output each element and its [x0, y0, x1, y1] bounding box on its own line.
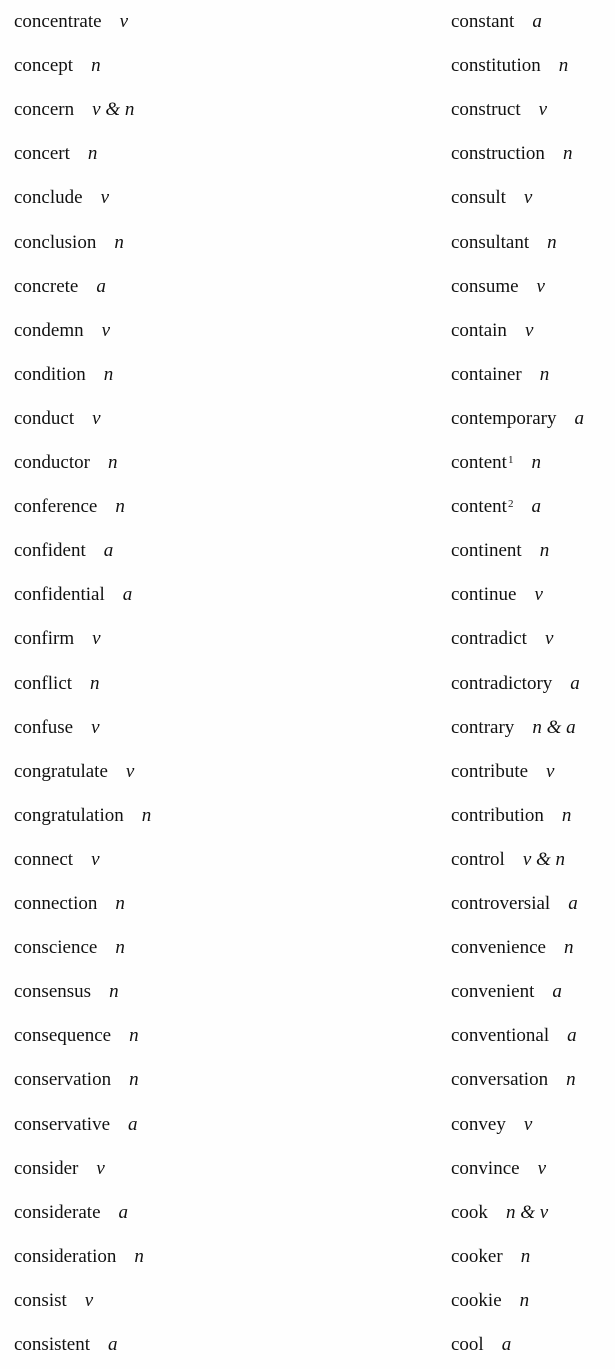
- headword: consist: [14, 1289, 67, 1311]
- headword: cook: [451, 1201, 488, 1223]
- word-entry: [14, 759, 134, 785]
- word-entry: [14, 1332, 118, 1358]
- part-of-speech: a: [574, 407, 585, 429]
- part-of-speech: v: [119, 11, 128, 32]
- headword: concrete: [14, 275, 79, 297]
- headword: conservative: [14, 1113, 111, 1135]
- word-entry: [14, 1112, 138, 1138]
- part-of-speech: v: [524, 319, 534, 341]
- headword: conservation: [14, 1069, 112, 1091]
- word-entry: [451, 1244, 530, 1270]
- word-entry: [451, 891, 578, 917]
- headword: convenient: [451, 981, 535, 1003]
- part-of-speech: n: [90, 672, 100, 694]
- headword: content: [451, 452, 507, 473]
- word-entry: [451, 494, 541, 520]
- word-entry: [14, 9, 128, 35]
- part-of-speech: a: [118, 1201, 129, 1223]
- headword: construct: [451, 99, 521, 121]
- headword: constant: [451, 11, 515, 32]
- part-of-speech: n: [107, 452, 118, 473]
- part-of-speech: n: [129, 1069, 139, 1091]
- headword: confuse: [14, 716, 74, 738]
- part-of-speech: a: [552, 981, 562, 1003]
- headword: condemn: [14, 319, 84, 341]
- word-entry: [14, 97, 134, 123]
- part-of-speech: a: [532, 11, 542, 32]
- word-entry: [14, 891, 125, 917]
- word-entry: [451, 1156, 546, 1182]
- word-entry: [14, 715, 100, 741]
- part-of-speech: a: [567, 1025, 577, 1047]
- part-of-speech: v: [92, 628, 101, 650]
- word-entry: [451, 1332, 511, 1358]
- part-of-speech: n: [134, 1245, 144, 1267]
- word-entry: [451, 1067, 576, 1093]
- word-entry: [14, 935, 125, 961]
- word-entry: [451, 1023, 577, 1049]
- word-entry: [14, 803, 151, 829]
- word-entry: [451, 318, 533, 344]
- word-entry: [451, 935, 573, 961]
- part-of-speech: v: [544, 628, 554, 650]
- part-of-speech: v: [534, 584, 543, 606]
- headword: conflict: [14, 672, 73, 694]
- word-entry: [451, 53, 568, 79]
- part-of-speech: n: [87, 143, 98, 165]
- word-entry: [451, 538, 549, 564]
- headword: conventional: [451, 1025, 550, 1047]
- word-entry: [14, 230, 124, 256]
- word-entry: [451, 1288, 529, 1314]
- word-entry: [451, 274, 545, 300]
- headword: contain: [451, 319, 507, 341]
- part-of-speech: v: [523, 187, 533, 209]
- word-entry: [451, 185, 532, 211]
- part-of-speech: n: [520, 1245, 531, 1267]
- part-of-speech: n: [129, 1025, 139, 1047]
- word-entry: [14, 979, 119, 1005]
- word-entry: [14, 626, 101, 652]
- headword: concern: [14, 99, 75, 121]
- headword: cool: [451, 1334, 484, 1355]
- headword: conduct: [14, 407, 75, 429]
- part-of-speech: n: [103, 363, 114, 385]
- headword: cooker: [451, 1245, 503, 1267]
- word-entry: [451, 97, 547, 123]
- headword: confident: [14, 540, 86, 562]
- part-of-speech: n & v: [505, 1201, 549, 1223]
- headword: continue: [451, 584, 517, 606]
- part-of-speech: n: [539, 540, 550, 562]
- headword: container: [451, 363, 522, 385]
- part-of-speech: n & a: [532, 716, 576, 738]
- part-of-speech: n: [141, 804, 152, 826]
- part-of-speech: a: [531, 496, 541, 518]
- part-of-speech: n: [539, 363, 550, 385]
- headword: consultant: [451, 231, 530, 253]
- headword: contemporary: [451, 407, 557, 429]
- word-entry: [451, 803, 571, 829]
- part-of-speech: v: [125, 760, 135, 782]
- word-entry: [14, 1288, 93, 1314]
- word-entry: [14, 318, 110, 344]
- word-entry: [14, 362, 113, 388]
- headword: conclusion: [14, 231, 97, 253]
- headword: content: [451, 496, 507, 518]
- headword: constitution: [451, 55, 541, 77]
- headword: convenience: [451, 937, 546, 959]
- part-of-speech: a: [122, 584, 133, 606]
- word-entry: [451, 715, 576, 741]
- headword: conversation: [451, 1069, 549, 1091]
- part-of-speech: n: [115, 937, 125, 959]
- headword: condition: [14, 363, 86, 385]
- headword: consult: [451, 187, 506, 209]
- headword: contrary: [451, 716, 515, 738]
- part-of-speech: v: [91, 716, 100, 738]
- part-of-speech: n: [531, 452, 541, 473]
- headword: contribution: [451, 804, 544, 826]
- part-of-speech: v: [100, 187, 110, 209]
- part-of-speech: a: [568, 893, 578, 914]
- word-entry: [451, 979, 562, 1005]
- word-entry: [14, 1244, 144, 1270]
- part-of-speech: v: [91, 848, 100, 870]
- part-of-speech: a: [128, 1113, 138, 1135]
- part-of-speech: n: [109, 981, 119, 1003]
- part-of-speech: n: [561, 804, 572, 826]
- part-of-speech: n: [114, 231, 124, 253]
- word-entry: [14, 538, 113, 564]
- headword: continent: [451, 540, 522, 562]
- headword: conductor: [14, 452, 90, 473]
- headword: consequence: [14, 1025, 112, 1047]
- homograph-number: 2: [507, 498, 514, 511]
- part-of-speech: v: [537, 1157, 547, 1179]
- headword: congratulate: [14, 760, 108, 782]
- headword: conclude: [14, 187, 83, 209]
- headword: contribute: [451, 760, 529, 782]
- part-of-speech: n: [91, 55, 101, 77]
- part-of-speech: n: [547, 231, 557, 253]
- word-entry: [451, 626, 553, 652]
- part-of-speech: a: [96, 275, 106, 297]
- headword: convince: [451, 1157, 520, 1179]
- part-of-speech: a: [103, 540, 114, 562]
- word-entry: [451, 759, 554, 785]
- headword: consensus: [14, 981, 92, 1003]
- headword: consume: [451, 275, 519, 297]
- word-entry: [14, 185, 109, 211]
- headword: conference: [14, 496, 98, 518]
- word-entry: [451, 406, 584, 432]
- part-of-speech: n: [563, 937, 574, 959]
- word-entry: [14, 582, 132, 608]
- word-entry: [14, 450, 117, 476]
- part-of-speech: v & n: [92, 99, 135, 121]
- headword: control: [451, 848, 505, 870]
- word-entry: [14, 494, 125, 520]
- part-of-speech: v: [538, 99, 548, 121]
- headword: convey: [451, 1113, 506, 1135]
- word-entry: [451, 671, 580, 697]
- part-of-speech: n: [558, 55, 569, 77]
- word-entry: [14, 1200, 128, 1226]
- word-entry: [14, 141, 97, 167]
- word-entry: [451, 9, 542, 35]
- part-of-speech: a: [108, 1334, 118, 1355]
- headword: consideration: [14, 1245, 117, 1267]
- word-entry: [14, 406, 101, 432]
- headword: considerate: [14, 1201, 101, 1223]
- headword: connect: [14, 848, 74, 870]
- word-entry: [14, 1156, 105, 1182]
- homograph-number: 1: [507, 454, 514, 466]
- word-entry: [14, 53, 101, 79]
- headword: consistent: [14, 1334, 90, 1355]
- headword: congratulation: [14, 804, 124, 826]
- part-of-speech: n: [566, 1069, 576, 1091]
- headword: cookie: [451, 1289, 502, 1311]
- part-of-speech: a: [501, 1334, 512, 1355]
- word-entry: [451, 847, 565, 873]
- part-of-speech: v: [84, 1289, 94, 1311]
- part-of-speech: n: [115, 893, 125, 914]
- headword: contradictory: [451, 672, 553, 694]
- word-entry: [451, 582, 543, 608]
- part-of-speech: n: [562, 143, 573, 165]
- headword: construction: [451, 143, 545, 165]
- part-of-speech: v: [101, 319, 111, 341]
- headword: confirm: [14, 628, 75, 650]
- headword: concentrate: [14, 11, 102, 32]
- part-of-speech: v: [536, 275, 545, 297]
- headword: consider: [14, 1157, 79, 1179]
- part-of-speech: v & n: [522, 848, 566, 870]
- part-of-speech: v: [546, 760, 555, 782]
- part-of-speech: v: [96, 1157, 105, 1179]
- part-of-speech: v: [523, 1113, 533, 1135]
- part-of-speech: v: [92, 407, 101, 429]
- word-entry: [14, 1023, 139, 1049]
- word-entry: [14, 847, 100, 873]
- headword: controversial: [451, 893, 551, 914]
- headword: conscience: [14, 937, 98, 959]
- word-entry: [451, 141, 572, 167]
- word-entry: [451, 230, 557, 256]
- word-entry: [14, 1067, 139, 1093]
- part-of-speech: n: [115, 496, 125, 518]
- word-entry: [14, 274, 106, 300]
- word-entry: [451, 450, 541, 476]
- headword: confidential: [14, 584, 105, 606]
- word-entry: [451, 1112, 532, 1138]
- headword: concert: [14, 143, 70, 165]
- word-entry: [14, 671, 100, 697]
- headword: connection: [14, 893, 98, 914]
- part-of-speech: n: [519, 1289, 530, 1311]
- word-entry: [451, 1200, 548, 1226]
- word-entry: [451, 362, 549, 388]
- headword: concept: [14, 55, 74, 77]
- part-of-speech: a: [570, 672, 580, 694]
- headword: contradict: [451, 628, 527, 650]
